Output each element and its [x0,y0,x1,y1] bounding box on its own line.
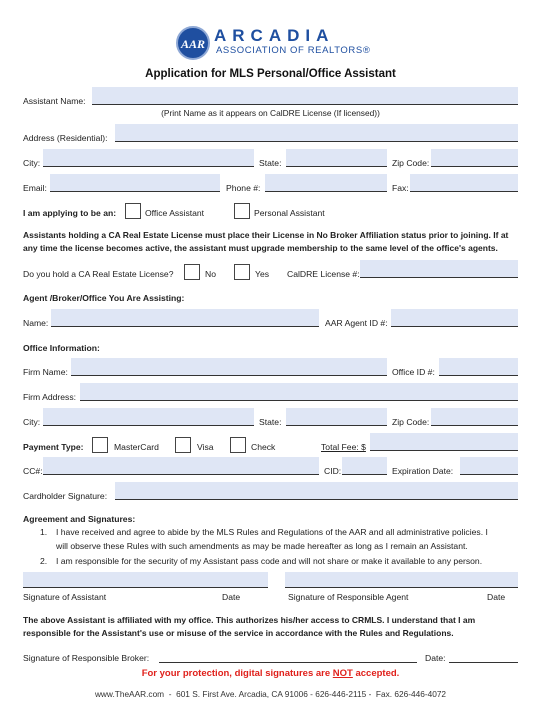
email-field[interactable] [50,174,220,192]
city-field[interactable] [43,149,254,167]
warning-text-before: For your protection, digital signatures are [141,668,333,679]
office-state-label: State: [259,417,282,427]
agent-name-field[interactable] [51,309,319,327]
zip-label: Zip Code: [392,158,430,168]
office-zip-field[interactable] [431,408,518,426]
license-no-checkbox[interactable] [184,264,200,280]
expiration-label: Expiration Date: [392,466,454,476]
license-yes-option: Yes [255,269,270,279]
page-title: Application for MLS Personal/Office Assistant [145,68,396,80]
org-name: ARCADIA [214,26,335,45]
office-heading: Office Information: [23,343,100,353]
office-id-label: Office ID #: [392,367,435,377]
payment-type-label: Payment Type: [23,442,84,452]
cid-label: CID: [324,466,342,476]
license-yes-checkbox[interactable] [234,264,250,280]
firm-address-field[interactable] [80,383,518,401]
check-checkbox[interactable] [230,437,246,453]
agent-signature-label: Signature of Responsible Agent [288,592,409,602]
cc-number-field[interactable] [43,457,319,475]
affiliation-statement: The above Assistant is affiliated with my office. This authorizes his/her access to CRMLS. I understand that I am responsible for the Assistant's use or misuse of the service in accordance with the Rules and Regulations. [23,615,476,638]
broker-signature-label: Signature of Responsible Broker: [23,653,150,663]
personal-assistant-option: Personal Assistant [254,208,325,218]
license-question: Do you hold a CA Real Estate License? [23,269,174,279]
agreement-item1-line1: I have received and agree to abide by the MLS Rules and Regulations of the AAR and all administrative policies. I [56,527,488,537]
state-field[interactable] [286,149,387,167]
total-fee-label: Total Fee: $ [321,442,366,452]
office-assistant-checkbox[interactable] [125,203,141,219]
agreement-item1-number: 1. [40,527,48,537]
phone-label: Phone #: [226,183,261,193]
agent-signature-field[interactable] [285,572,518,588]
city-label: City: [23,158,41,168]
agent-heading: Agent /Broker/Office You Are Assisting: [23,293,185,303]
cardholder-signature-label: Cardholder Signature: [23,491,108,501]
assistant-date-label: Date [222,592,241,602]
zip-field[interactable] [431,149,518,167]
logo-letters: AAR [180,37,205,51]
digital-signature-warning [0,668,541,679]
office-assistant-option: Office Assistant [145,208,205,218]
mastercard-checkbox[interactable] [92,437,108,453]
agent-id-label: AAR Agent ID #: [325,318,388,328]
email-label: Email: [23,183,47,193]
applying-label: I am applying to be an: [23,208,117,218]
warning-text-after: accepted. [352,668,400,679]
broker-date-label: Date: [425,653,446,663]
agent-id-field[interactable] [391,309,518,327]
mastercard-option: MasterCard [114,442,159,452]
check-option: Check [251,442,276,452]
office-zip-label: Zip Code: [392,417,430,427]
aar-logo-seal [176,26,210,60]
total-fee-field[interactable] [370,433,518,451]
agent-name-label: Name: [23,318,49,328]
warning-text-emphasis: NOT [332,668,353,679]
cc-number-label: CC#: [23,466,43,476]
assistant-name-field[interactable] [92,87,518,105]
visa-option: Visa [197,442,214,452]
expiration-field[interactable] [460,457,518,475]
assistant-signature-label: Signature of Assistant [23,592,107,602]
firm-name-field[interactable] [71,358,387,376]
firm-address-label: Firm Address: [23,392,77,402]
broker-signature-line[interactable] [159,662,417,663]
license-no-option: No [205,269,216,279]
license-notice: Assistants holding a CA Real Estate License must place their License in No Broker Affiliation status prior to joining. If at any time the license becomes active, the assistant must upgrade membership to the same level of the office's agents. [23,230,509,253]
phone-field[interactable] [265,174,387,192]
agreement-heading: Agreement and Signatures: [23,514,136,524]
address-field[interactable] [115,124,518,142]
personal-assistant-checkbox[interactable] [234,203,250,219]
assistant-signature-field[interactable] [23,572,268,588]
address-label: Address (Residential): [23,133,108,143]
state-label: State: [259,158,282,168]
firm-name-label: Firm Name: [23,367,68,377]
agreement-item2-number: 2. [40,556,48,566]
office-id-field[interactable] [439,358,518,376]
fax-field[interactable] [410,174,518,192]
agreement-item1-line2: will observe these Rules with such amendments as may be made hereafter as long as I remain an Assistant. [56,541,468,551]
agent-date-label: Date [487,592,506,602]
caldre-license-label: CalDRE License #: [287,269,360,279]
broker-date-line[interactable] [449,662,518,663]
fax-label: Fax: [392,183,409,193]
footer-contact: www.TheAAR.com - 601 S. First Ave. Arcadia, CA 91006 - 626-446-2115 - Fax. 626-446-4072 [94,689,447,699]
agreement-item2-line1: I am responsible for the security of my Assistant pass code and will not share or make it available to any person. [56,556,483,566]
assistant-name-label: Assistant Name: [23,96,86,106]
org-subtitle: ASSOCIATION OF REALTORS® [216,45,371,56]
office-city-label: City: [23,417,41,427]
caldre-license-field[interactable] [360,260,518,278]
cid-field[interactable] [342,457,387,475]
print-name-note: (Print Name as it appears on CalDRE License (If licensed)) [161,108,380,118]
cardholder-signature-field[interactable] [115,482,518,500]
office-state-field[interactable] [286,408,387,426]
visa-checkbox[interactable] [175,437,191,453]
office-city-field[interactable] [43,408,254,426]
